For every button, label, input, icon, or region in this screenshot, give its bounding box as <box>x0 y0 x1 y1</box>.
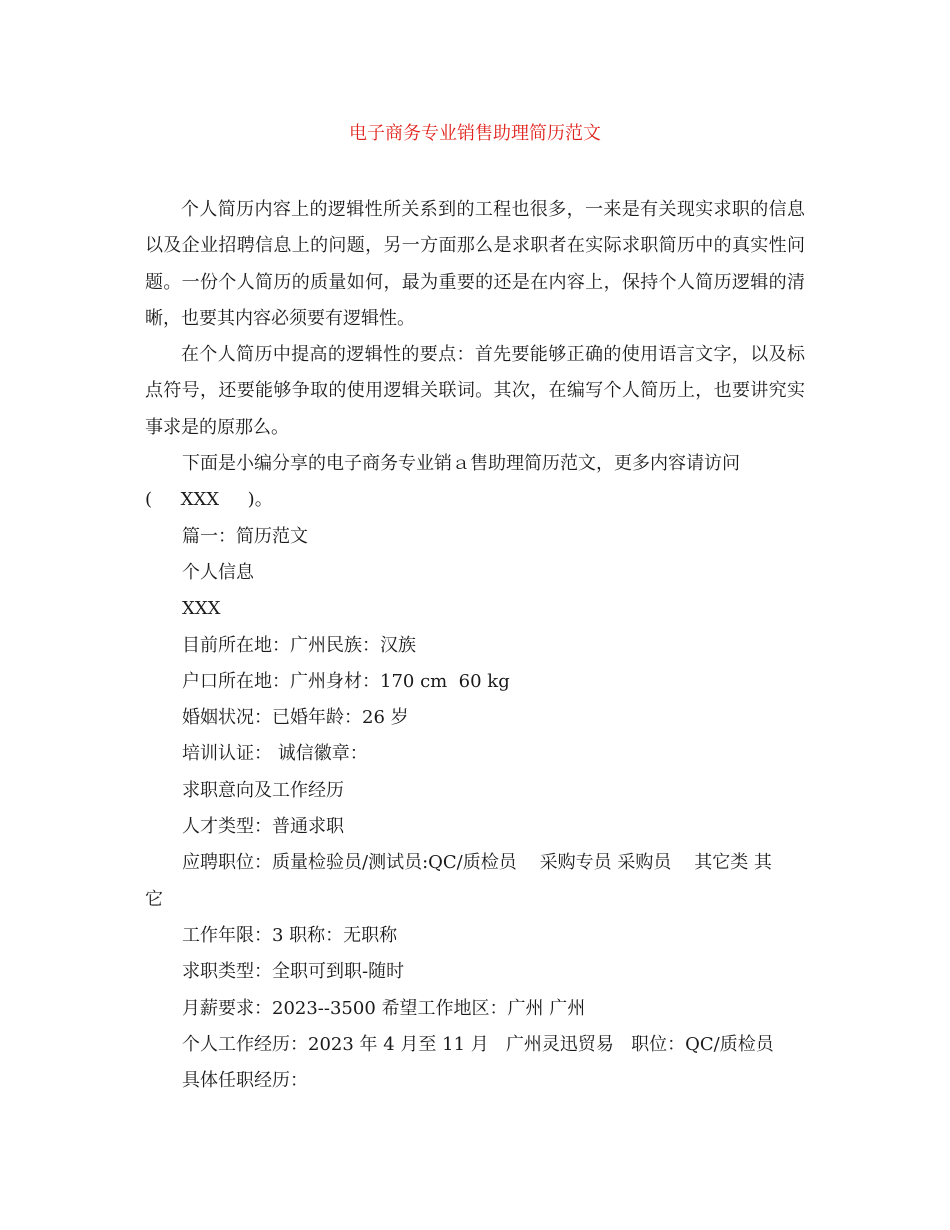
section-heading: 篇一：简历范文 <box>182 525 308 547</box>
intro-link-line: ( XXX )。 <box>145 489 273 511</box>
work-years-line: 工作年限：3 职称：无职称 <box>182 924 398 946</box>
talent-type-line: 人才类型：普通求职 <box>182 816 344 838</box>
certification-line: 培训认证： 诚信徽章： <box>182 743 368 765</box>
personal-info-heading: 个人信息 <box>182 561 254 583</box>
position-line: 应聘职位：质量检验员/测试员:QC/质检员 采购专员 采购员 其它类 其 <box>182 852 772 874</box>
paragraph-key-points: 在个人简历中提高的逻辑性的要点：首先要能够正确的使用语言文字，以及标点符号，还要能够争取的使用逻辑关联词。其次，在编写个人简历上，也要讲究实事求是的原那么。 <box>145 344 805 438</box>
intent-heading: 求职意向及工作经历 <box>182 779 344 801</box>
location-line: 目前所在地：广州民族：汉族 <box>182 634 416 656</box>
name-line: XXX <box>182 598 221 620</box>
document-body <box>145 192 805 1099</box>
job-type-line: 求职类型：全职可到职-随时 <box>182 961 405 983</box>
work-history-line: 个人工作经历：2023 年 4 月至 11 月 广州灵迅贸易 职位：QC/质检员 <box>182 1033 774 1055</box>
intro-line: 下面是小编分享的电子商务专业销ａ售助理简历范文，更多内容请访问 <box>182 453 740 475</box>
paragraph-logic: 个人简历内容上的逻辑性所关系到的工程也很多，一来是有关现实求职的信息以及企业招聘信息上的问题，另一方面那么是求职者在实际求职简历中的真实性问题。一份个人简历的质量如何，最为重要的还是在内容上，保持个人简历逻辑的清晰，也要其内容必须要有逻辑性。 <box>145 199 805 329</box>
marital-line: 婚姻状况：已婚年龄：26 岁 <box>182 707 409 729</box>
job-details-line: 具体任职经历： <box>182 1070 308 1092</box>
residence-line: 户口所在地：广州身材：170 cm 60 kg <box>182 670 510 692</box>
document-title: 电子商务专业销售助理简历范文 <box>349 123 601 144</box>
salary-line: 月薪要求：2023--3500 希望工作地区：广州 广州 <box>182 997 586 1019</box>
position-wrap-line: 它 <box>145 888 163 910</box>
